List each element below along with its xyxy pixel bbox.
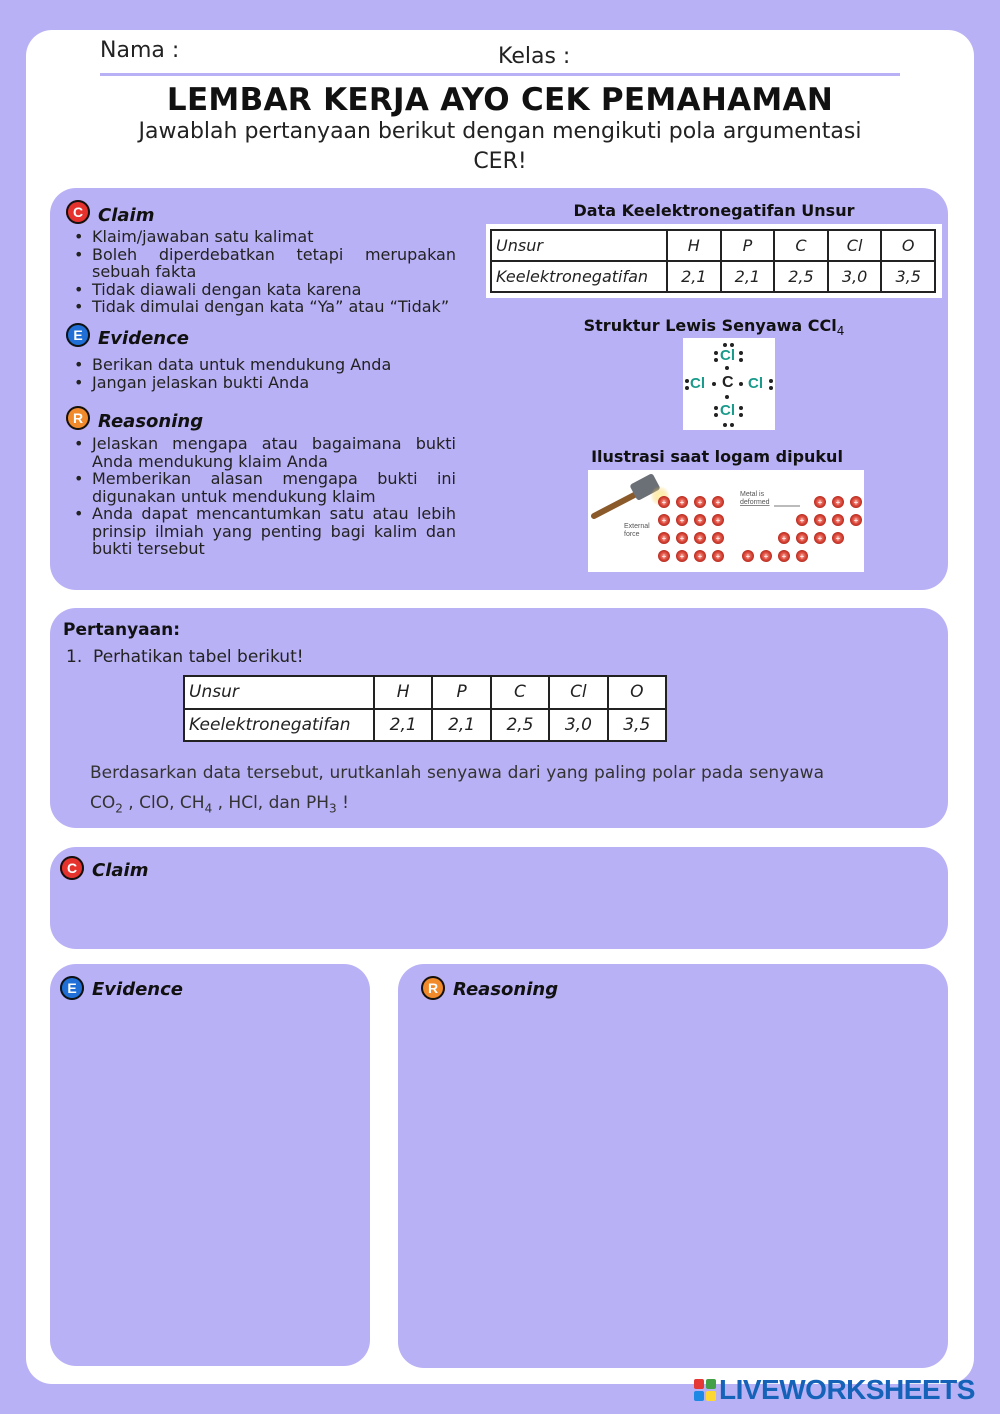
ion-charge-label: + xyxy=(817,498,823,507)
ion-charge-label: + xyxy=(835,534,841,543)
electron-dot xyxy=(769,386,773,390)
label-external: External xyxy=(624,523,650,530)
claim-badge-icon: C xyxy=(60,856,84,880)
electron-dot xyxy=(714,413,718,417)
question-heading: Pertanyaan: xyxy=(63,620,180,640)
lewis-atom-cl-left: Cl xyxy=(690,375,705,392)
reasoning-guide-list xyxy=(68,435,456,558)
ion-charge-label: + xyxy=(745,552,751,561)
hammer-metal-illustration xyxy=(588,470,864,572)
lewis-atom-c-center: C xyxy=(722,374,734,391)
subscript: 4 xyxy=(204,801,213,816)
claim-answer-box[interactable] xyxy=(50,847,948,949)
table-cell: O xyxy=(881,230,935,261)
logo-square xyxy=(706,1391,716,1401)
table-cell: H xyxy=(374,676,432,709)
logo-square xyxy=(694,1379,704,1389)
question-text xyxy=(90,758,824,823)
electron-dot xyxy=(685,386,689,390)
electron-dot xyxy=(685,379,689,383)
ion-charge-label: + xyxy=(799,516,805,525)
evidence-guide-list xyxy=(68,356,456,391)
electron-dot xyxy=(714,406,718,410)
list-item: • Anda dapat mencantumkan satu atau lebih prinsip ilmiah yang penting bagi kalim dan bukti tersebut xyxy=(68,505,456,558)
label-metal-is: Metal is xyxy=(740,491,765,498)
question-number: 1. xyxy=(66,647,83,667)
lewis-caption-subscript: 4 xyxy=(836,324,845,339)
ion-charge-label: + xyxy=(679,534,685,543)
table-row xyxy=(491,230,935,261)
table-header-cell: Keelektronegatifan xyxy=(491,261,667,292)
page-title: LEMBAR KERJA AYO CEK PEMAHAMAN xyxy=(166,82,834,118)
ion-charge-label: + xyxy=(817,516,823,525)
ion-charge-label: + xyxy=(715,516,721,525)
ion-charge-label: + xyxy=(715,534,721,543)
table-cell: 2,1 xyxy=(667,261,721,292)
reasoning-answer-title: Reasoning xyxy=(453,979,559,1000)
illustration-caption: Ilustrasi saat logam dipukul xyxy=(591,447,843,466)
list-item: • Tidak diawali dengan kata karena xyxy=(68,281,456,299)
ion-charge-label: + xyxy=(763,552,769,561)
class-label: Kelas : xyxy=(498,44,571,69)
table-row xyxy=(491,261,935,292)
table-header-cell: Unsur xyxy=(491,230,667,261)
table-cell: 2,1 xyxy=(432,709,490,742)
list-item: • Memberikan alasan mengapa bukti ini digunakan untuk mendukung klaim xyxy=(68,470,456,505)
lewis-atom-cl-right: Cl xyxy=(748,375,763,392)
electron-dot xyxy=(730,423,734,427)
list-item: • Klaim/jawaban satu kalimat xyxy=(68,228,456,246)
ion-charge-label: + xyxy=(835,516,841,525)
electron-dot xyxy=(739,413,743,417)
evidence-guide-title: Evidence xyxy=(98,328,189,349)
ion-charge-label: + xyxy=(715,552,721,561)
question-item xyxy=(66,647,304,667)
ion-charge-label: + xyxy=(799,552,805,561)
table-cell: 2,1 xyxy=(721,261,775,292)
ion-charge-label: + xyxy=(679,498,685,507)
table-row xyxy=(184,709,666,742)
question-text-part: , HCl, dan PH xyxy=(212,793,330,813)
table-cell: O xyxy=(608,676,666,709)
liveworksheets-brand: LIVEWORKSHEETS xyxy=(719,1374,975,1405)
electron-dot xyxy=(739,358,743,362)
lewis-caption-text: Struktur Lewis Senyawa CCl xyxy=(583,316,837,335)
reasoning-badge-icon: R xyxy=(421,976,445,1000)
table-header-cell: Keelektronegatifan xyxy=(184,709,374,742)
list-item: • Jelaskan mengapa atau bagaimana bukti Anda mendukung klaim Anda xyxy=(68,435,456,470)
lewis-atom-cl-top: Cl xyxy=(720,347,735,364)
table-cell: P xyxy=(432,676,490,709)
liveworksheets-logo xyxy=(694,1373,975,1407)
lewis-structure-diagram xyxy=(683,338,775,430)
data-table-caption: Data Keelektronegatifan Unsur xyxy=(573,201,855,220)
evidence-answer-title: Evidence xyxy=(92,979,183,1000)
logo-square xyxy=(706,1379,716,1389)
electron-dot xyxy=(739,406,743,410)
table-cell: 2,5 xyxy=(491,709,549,742)
table-cell: P xyxy=(721,230,775,261)
question-prompt: Perhatikan tabel berikut! xyxy=(93,647,304,667)
electron-dot xyxy=(723,343,727,347)
ion-charge-label: + xyxy=(661,552,667,561)
claim-answer-title: Claim xyxy=(92,860,149,881)
logo-square xyxy=(694,1391,704,1401)
list-item: • Boleh diperdebatkan tetapi merupakan sebuah fakta xyxy=(68,246,456,281)
question-table xyxy=(183,675,667,742)
table-cell: C xyxy=(774,230,828,261)
claim-guide-title: Claim xyxy=(98,205,155,226)
table-row xyxy=(184,676,666,709)
ion-charge-label: + xyxy=(697,534,703,543)
table-cell: 3,0 xyxy=(549,709,607,742)
table-cell: 2,1 xyxy=(374,709,432,742)
electron-dot xyxy=(730,343,734,347)
list-item: • Tidak dimulai dengan kata “Ya” atau “Tidak” xyxy=(68,298,456,316)
reasoning-answer-box[interactable] xyxy=(398,964,948,1368)
evidence-badge-icon: E xyxy=(60,976,84,1000)
ion-charge-label: + xyxy=(697,552,703,561)
subscript: 2 xyxy=(115,801,123,816)
hammer-icon xyxy=(588,470,864,572)
ion-charge-label: + xyxy=(781,534,787,543)
electronegativity-table xyxy=(490,229,936,293)
table-cell: H xyxy=(667,230,721,261)
lewis-caption xyxy=(488,316,940,338)
ion-charge-label: + xyxy=(679,516,685,525)
table-cell: C xyxy=(491,676,549,709)
question-text-part: , ClO, CH xyxy=(122,793,205,813)
electron-dot xyxy=(714,358,718,362)
claim-guide-list xyxy=(68,228,456,316)
electron-dot xyxy=(723,423,727,427)
list-item: • Jangan jelaskan bukti Anda xyxy=(68,374,456,392)
ion-charge-label: + xyxy=(661,516,667,525)
ion-charge-label: + xyxy=(661,534,667,543)
table-cell: 3,5 xyxy=(608,709,666,742)
evidence-badge-icon: E xyxy=(66,323,90,347)
subscript: 3 xyxy=(329,801,337,816)
label-deformed: deformed xyxy=(740,499,770,506)
ion-charge-label: + xyxy=(715,498,721,507)
table-cell: 3,5 xyxy=(881,261,935,292)
table-header-cell: Unsur xyxy=(184,676,374,709)
question-text-part: Berdasarkan data tersebut, urutkanlah senyawa dari yang paling polar pada senyawa CO xyxy=(90,763,824,813)
ion-charge-label: + xyxy=(817,534,823,543)
label-force: force xyxy=(624,531,640,538)
ion-charge-label: + xyxy=(697,516,703,525)
question-text-part: ! xyxy=(336,793,349,813)
ion-charge-label: + xyxy=(661,498,667,507)
ion-charge-label: + xyxy=(835,498,841,507)
electron-dot xyxy=(714,351,718,355)
header-divider xyxy=(100,73,900,76)
reasoning-guide-title: Reasoning xyxy=(98,411,204,432)
ion-charge-label: + xyxy=(697,498,703,507)
ion-charge-label: + xyxy=(853,498,859,507)
evidence-answer-box[interactable] xyxy=(50,964,370,1366)
table-cell: Cl xyxy=(549,676,607,709)
page-subtitle: Jawablah pertanyaan berikut dengan mengikuti pola argumentasi CER! xyxy=(138,119,862,174)
table-cell: Cl xyxy=(828,230,882,261)
ion-charge-label: + xyxy=(799,534,805,543)
lewis-atom-cl-bottom: Cl xyxy=(720,402,735,419)
ion-charge-label: + xyxy=(679,552,685,561)
claim-badge-icon: C xyxy=(66,200,90,224)
liveworksheets-logo-icon xyxy=(694,1379,716,1401)
name-label: Nama : xyxy=(100,38,180,63)
table-cell: 3,0 xyxy=(828,261,882,292)
electron-dot xyxy=(739,351,743,355)
electron-dot xyxy=(769,379,773,383)
electron-dot xyxy=(725,395,729,399)
electron-dot xyxy=(712,382,716,386)
list-item: • Berikan data untuk mendukung Anda xyxy=(68,356,456,374)
reasoning-badge-icon: R xyxy=(66,406,90,430)
table-cell: 2,5 xyxy=(774,261,828,292)
electron-dot xyxy=(725,366,729,370)
ion-charge-label: + xyxy=(781,552,787,561)
electron-dot xyxy=(739,382,743,386)
ion-charge-label: + xyxy=(853,516,859,525)
